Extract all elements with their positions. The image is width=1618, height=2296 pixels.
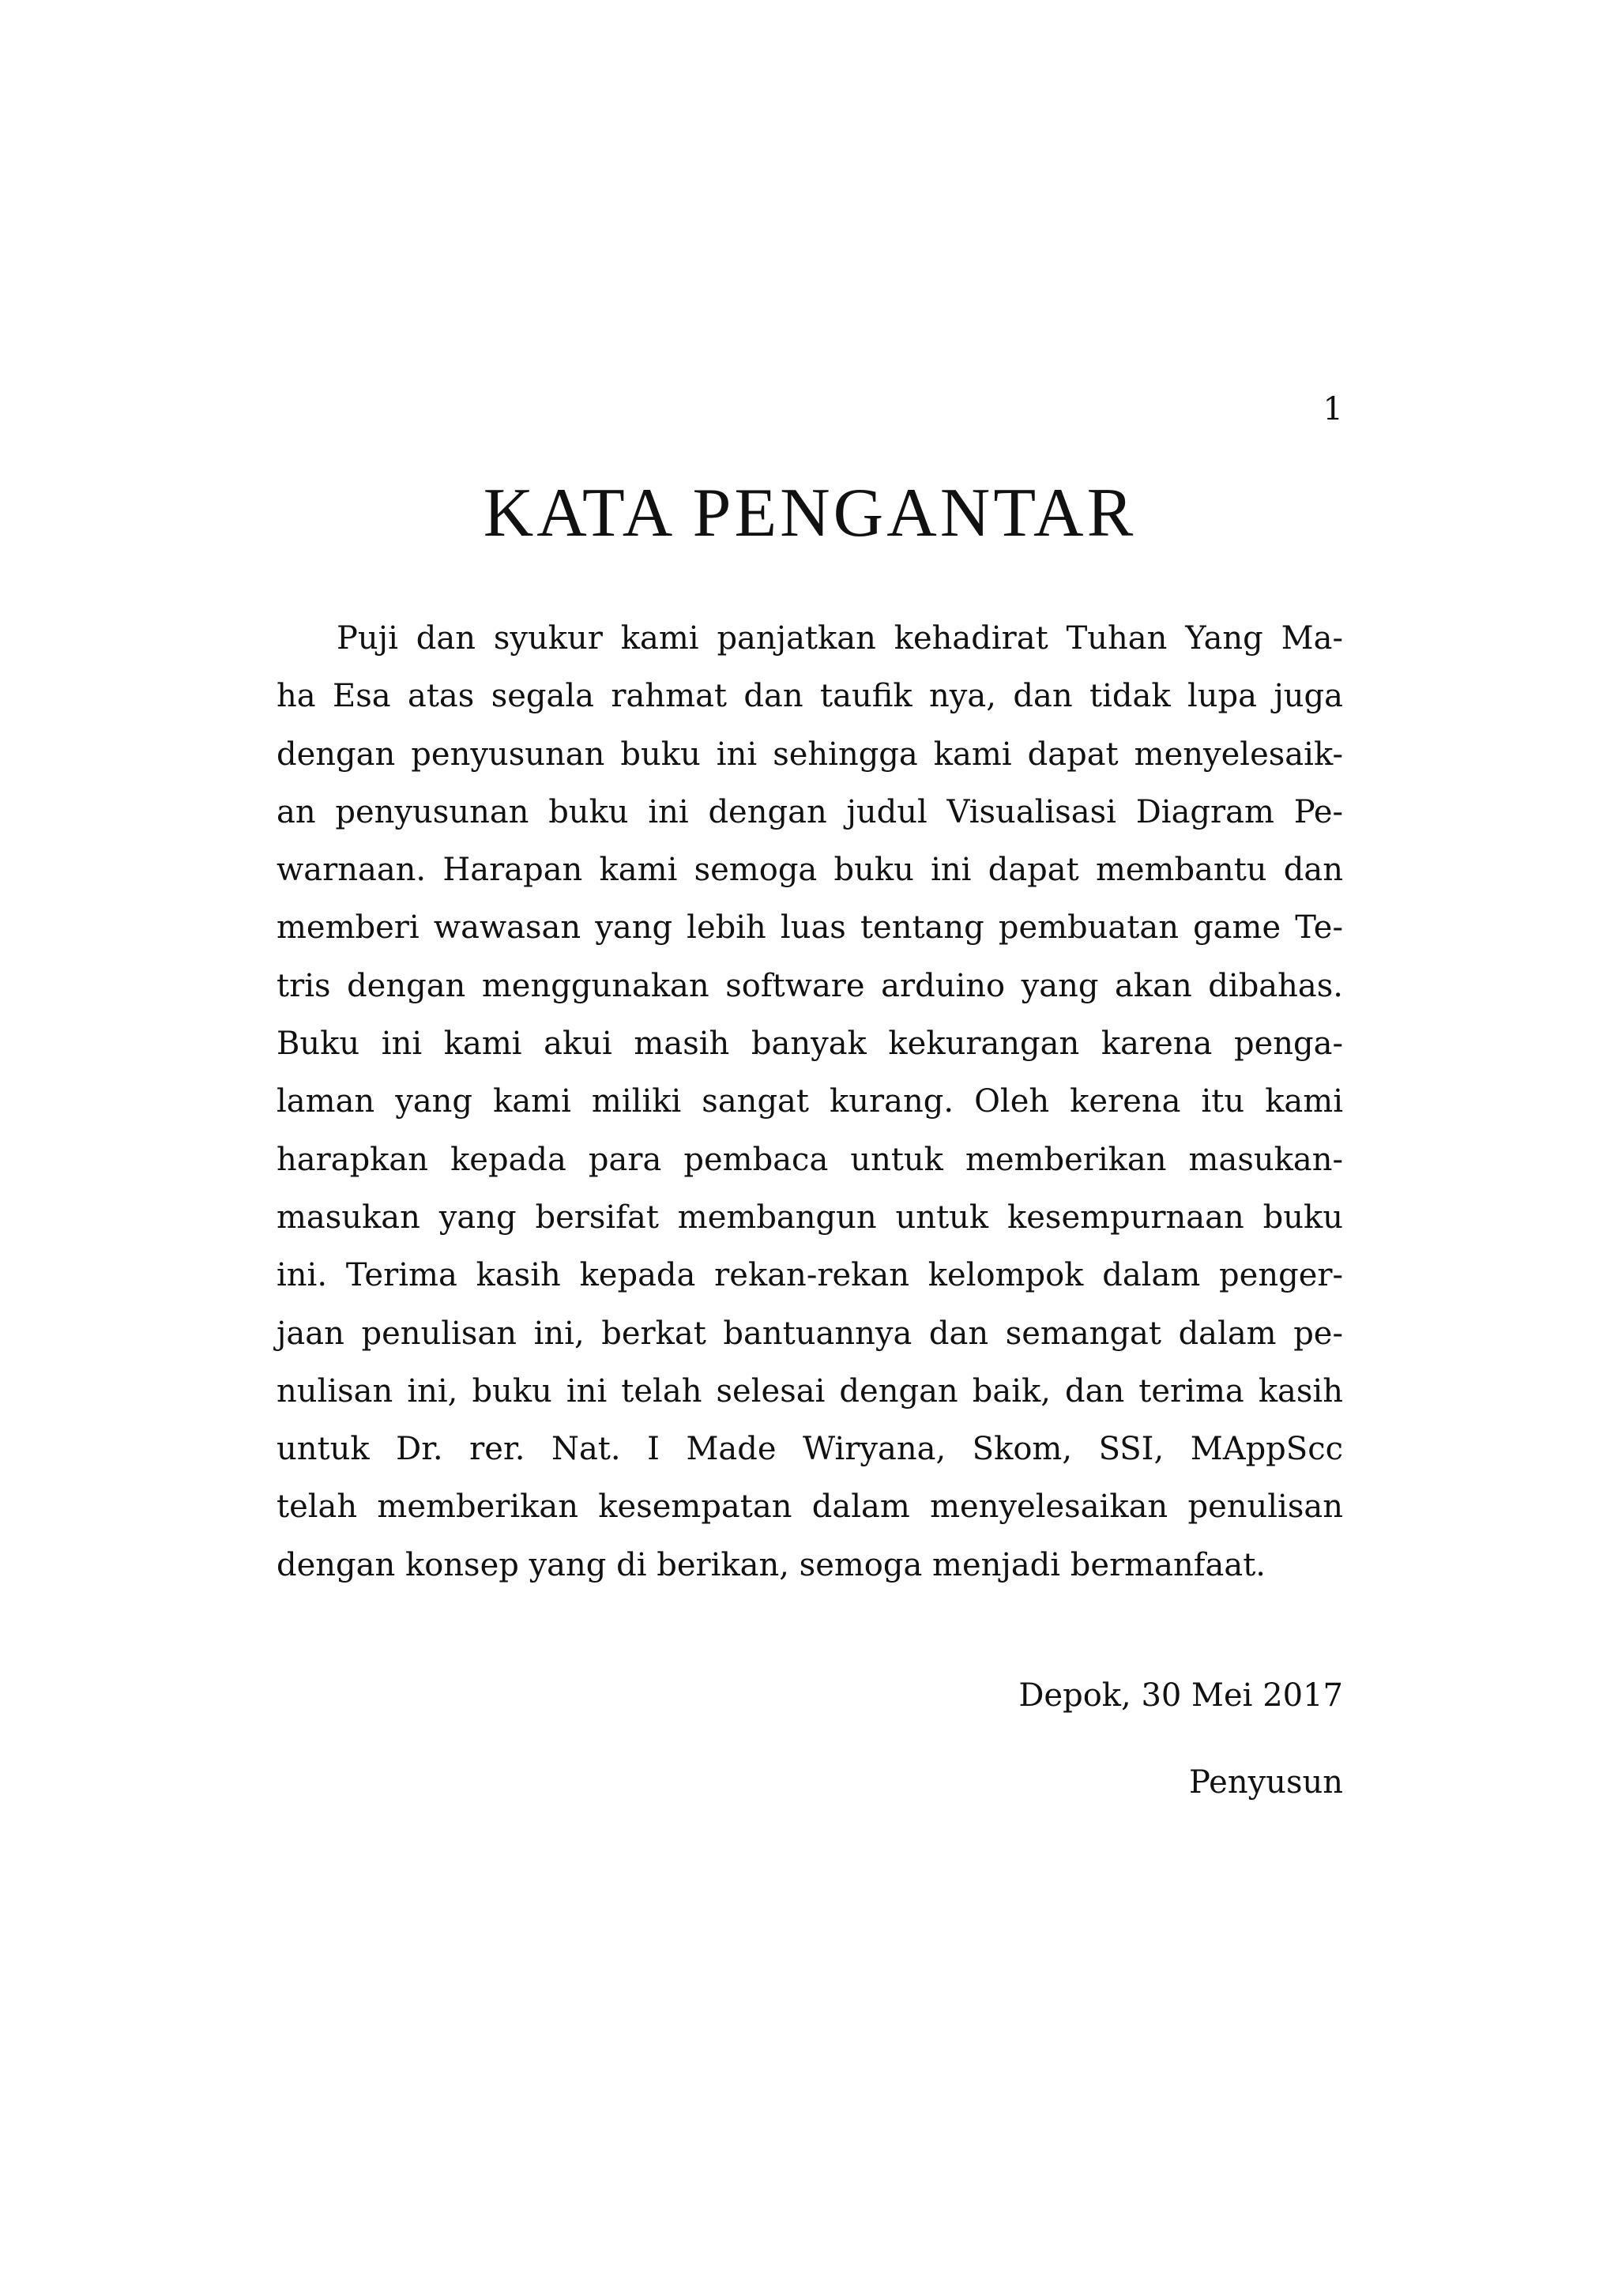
paragraph-line: untuk Dr. rer. Nat. I Made Wiryana, Skom, SSI, MAppScc bbox=[277, 1431, 1343, 1468]
paragraph-line: jaan penulisan ini, berkat bantuannya dan semangat dalam pe- bbox=[277, 1315, 1343, 1352]
paragraph-line: ini. Terima kasih kepada rekan-rekan kelompok dalam penger- bbox=[277, 1257, 1343, 1294]
paragraph-line: dengan konsep yang di berikan, semoga menjadi bermanfaat. bbox=[277, 1546, 1266, 1583]
paragraph-line: an penyusunan buku ini dengan judul Visualisasi Diagram Pe- bbox=[277, 793, 1343, 830]
page-number: 1 bbox=[1323, 391, 1343, 427]
paragraph-line: dengan penyusunan buku ini sehingga kami dapat menyelesaik- bbox=[277, 736, 1343, 773]
paragraph-line: telah memberikan kesempatan dalam menyelesaikan penulisan bbox=[277, 1489, 1343, 1526]
paragraph-line: tris dengan menggunakan software arduino yang akan dibahas. bbox=[277, 967, 1343, 1004]
paragraph-line: warnaan. Harapan kami semoga buku ini dapat membantu dan bbox=[277, 852, 1343, 889]
paragraph-line: nulisan ini, buku ini telah selesai dengan baik, dan terima kasih bbox=[277, 1372, 1343, 1410]
body-paragraph bbox=[277, 610, 1343, 1594]
paragraph-line: harapkan kepada para pembaca untuk memberikan masukan- bbox=[277, 1141, 1343, 1178]
paragraph-line: ha Esa atas segala rahmat dan taufik nya, dan tidak lupa juga bbox=[277, 678, 1343, 715]
page-title: KATA PENGANTAR bbox=[483, 475, 1137, 551]
paragraph-line: masukan yang bersifat membangun untuk kesempurnaan buku bbox=[277, 1199, 1343, 1236]
paragraph-line: Puji dan syukur kami panjatkan kehadirat Tuhan Yang Ma- bbox=[337, 620, 1343, 657]
paragraph-line: laman yang kami miliki sangat kurang. Oleh kerena itu kami bbox=[277, 1083, 1343, 1120]
author-signoff: Penyusun bbox=[1189, 1764, 1343, 1801]
paragraph-line: Buku ini kami akui masih banyak kekurangan karena penga- bbox=[277, 1026, 1343, 1063]
place-date: Depok, 30 Mei 2017 bbox=[1018, 1677, 1343, 1714]
paragraph-line: memberi wawasan yang lebih luas tentang pembuatan game Te- bbox=[277, 909, 1343, 947]
